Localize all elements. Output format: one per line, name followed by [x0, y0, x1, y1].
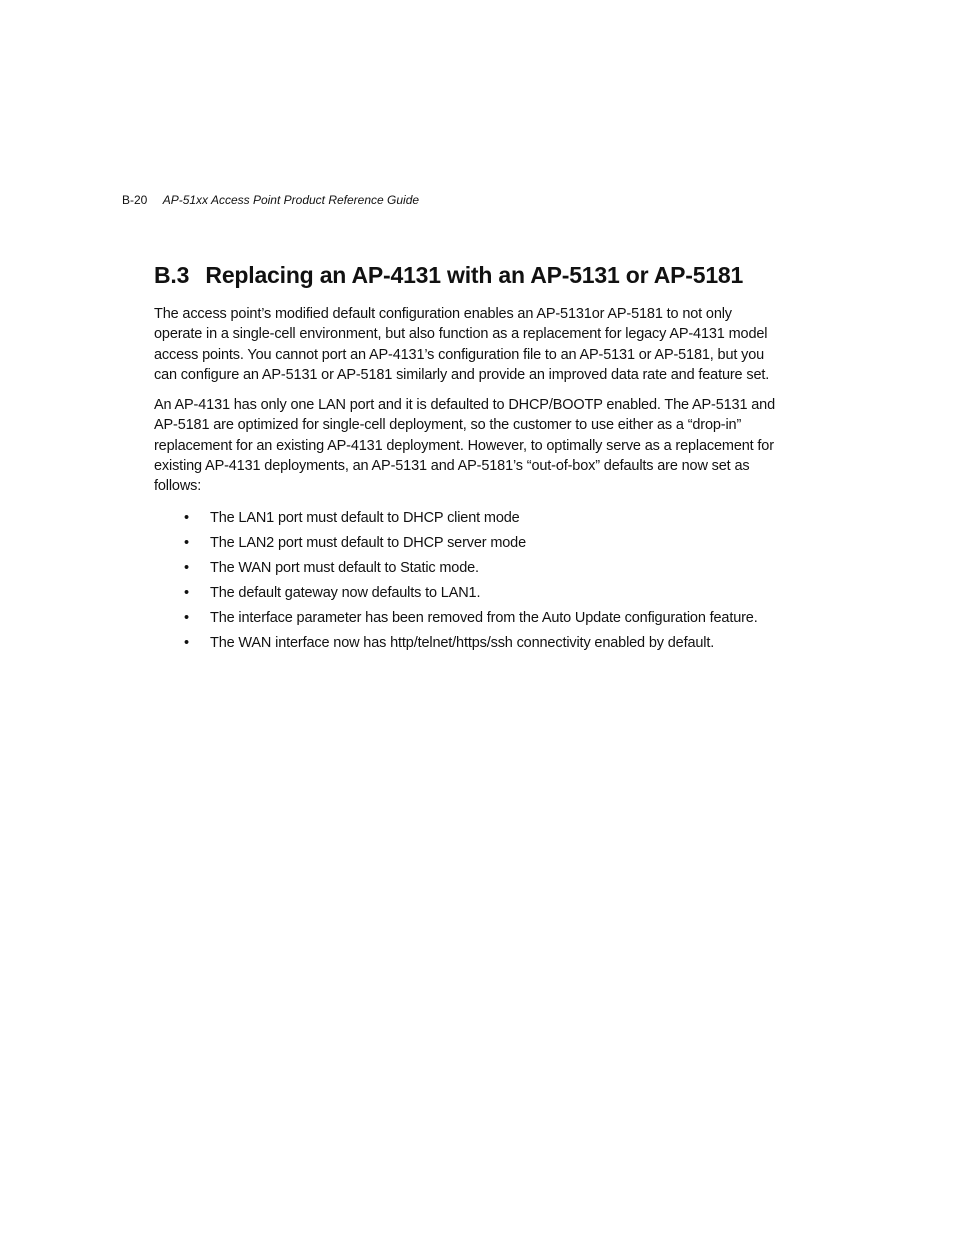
section-heading [154, 260, 743, 290]
bullet-mark: • [184, 535, 189, 551]
bullet-mark: • [184, 560, 189, 576]
list-item-text: The LAN1 port must default to DHCP client mode [210, 510, 520, 526]
bullet-mark: • [184, 635, 189, 651]
paragraph-defaults: An AP-4131 has only one LAN port and it is defaulted to DHCP/BOOTP enabled. The AP-5131 and AP-5181 are optimized for single-cell deployment, so the customer to use either as a “drop-in” replacement for an existing AP-4131 deployment. However, to optimally serve as a replacement for existing AP-4131 deployments, an AP-5131 and AP-5181’s “out-of-box” defaults are now set as follows: [154, 397, 775, 495]
list-item [154, 633, 794, 658]
defaults-bullet-list [154, 508, 794, 658]
guide-title: AP-51xx Access Point Product Reference Guide [162, 193, 420, 207]
list-item [154, 583, 794, 608]
list-item-text: The WAN interface now has http/telnet/https/ssh connectivity enabled by default. [210, 635, 715, 651]
list-item-text: The LAN2 port must default to DHCP server mode [210, 535, 527, 551]
bullet-mark: • [184, 585, 189, 601]
list-item [154, 608, 794, 633]
bullet-mark: • [184, 510, 189, 526]
list-item-text: The WAN port must default to Static mode. [210, 560, 479, 576]
list-item [154, 558, 794, 583]
paragraph-intro: The access point’s modified default configuration enables an AP-5131or AP-5181 to not only operate in a single-cell environment, but also function as a replacement for legacy AP-4131 model access points. You cannot port an AP-4131’s configuration file to an AP-5131 or AP-5181, but you can configure an AP-5131 or AP-5181 similarly and provide an improved data rate and feature set. [154, 306, 770, 383]
section-number: B.3 [154, 262, 190, 288]
bullet-mark: • [184, 610, 189, 626]
section-title: Replacing an AP-4131 with an AP-5131 or AP-5181 [205, 262, 744, 288]
list-item-text: The interface parameter has been removed from the Auto Update configuration feature. [210, 610, 758, 626]
list-item [154, 533, 794, 558]
page-number: B-20 [122, 193, 148, 207]
running-header [122, 192, 419, 208]
list-item [154, 508, 794, 533]
list-item-text: The default gateway now defaults to LAN1. [210, 585, 481, 601]
